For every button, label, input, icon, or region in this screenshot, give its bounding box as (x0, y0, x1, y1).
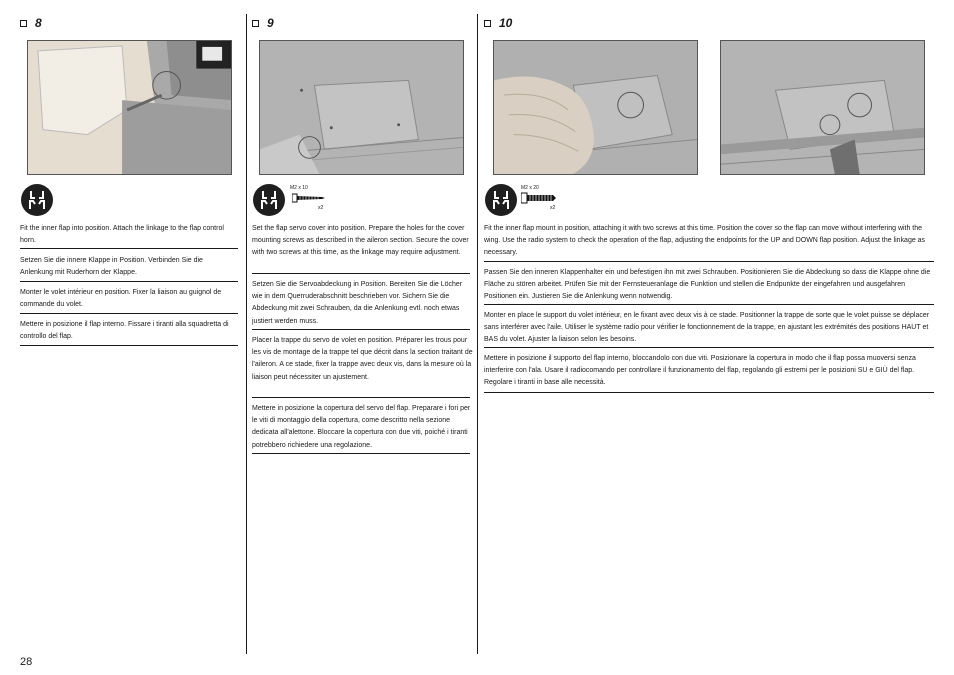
step-8-checkbox[interactable] (20, 20, 27, 27)
step-9-text-it: Mettere in posizione la copertura del servo del flap. Preparare i fori per le viti di montaggio della copertura, come descritto nella sezione dedicata all'alettone. Bloccare la copertura con due viti, poiché i tiranti potrebbero richiedere una regolazione. (252, 403, 471, 449)
step-10-screw-qty: x2 (550, 205, 556, 211)
step-9-rule-1 (252, 273, 470, 274)
step-9-text-fr: Placer la trappe du servo de volet en position. Préparer les trous pour les vis de montage de la trappe tel que décrit dans la section traitant de l'aileron. A ce stade, fixer la trappe avec deux vis, dans la mesure où la liaison peut nécessiter un ajustement. (252, 335, 473, 381)
step-8-text-it: Mettere in posizione il flap interno. Fissare i tiranti alla squadretta di controllo del flap. (20, 319, 229, 341)
step-10-rule-2 (484, 304, 934, 305)
step-9-screw-size: M2 x 10 (290, 185, 308, 191)
step-10-text-en: Fit the inner flap mount in position, attaching it with two screws at this time. Position the cover so the flap can move without interfering with the wing. Use the radio system to check the operation of the flap, adjusting the endpoints for the UP and DOWN flap position. Adjust the linkage as necessary. (484, 223, 926, 257)
step-8-glue-badge-icon (21, 184, 53, 216)
step-8-rule-2 (20, 281, 238, 282)
step-9-rule-2 (252, 329, 470, 330)
step-9-rule-4 (252, 453, 470, 454)
page-number: 28 (20, 656, 33, 668)
step-10-rule-1 (484, 261, 934, 262)
step-9-glue-badge-icon (253, 184, 285, 216)
step-10-screw-icon (521, 192, 557, 204)
step-10-photo-1 (493, 40, 698, 175)
step-8-text-en: Fit the inner flap into position. Attach the linkage to the flap control horn. (20, 223, 224, 245)
step-10-checkbox[interactable] (484, 20, 491, 27)
step-9-screw-qty: x2 (318, 205, 324, 211)
step-10-text-fr: Monter en place le support du volet intérieur, en le fixant avec deux vis à ce stade. Positionner la trappe de sorte que le volet puisse se déplacer sans interférer avec l'aile. Utiliser le système radio pour vérifier le fonctionnement de la trappe, en ajustant les extrémités des positions HAUT et BAS du volet. Ajuster la liaison selon les besoins. (484, 310, 930, 344)
step-9-heading (252, 16, 274, 30)
step-9-photo (259, 40, 464, 175)
step-8-rule-1 (20, 248, 238, 249)
step-9-screw-icon (292, 192, 326, 204)
step-8-text-de: Setzen Sie die innere Klappe in Position. Verbinden Sie die Anlenkung mit Ruderhorn der Klappe. (20, 255, 203, 277)
step-10-glue-badge-icon (485, 184, 517, 216)
step-8-text-fr: Monter le volet intérieur en position. Fixer la liaison au guignol de commande du volet. (20, 287, 222, 309)
step-9-rule-3 (252, 397, 470, 398)
step-8-heading (20, 16, 42, 30)
step-8-photo (27, 40, 232, 175)
step-10-rule-3 (484, 347, 934, 348)
step-10-heading (484, 16, 512, 30)
step-10-text-de: Passen Sie den inneren Klappenhalter ein und befestigen ihn mit zwei Schrauben. Positionieren Sie die Abdeckung so dass die Klappe ohne die Fläche zu stören arbeitet. Prüfen Sie mit der Fernsteueranlage die Funktion und stellen die Endpunkte der eingefahren und ausgefahren Positionen ein. Justieren Sie die Anlenkung wenn notwendig. (484, 267, 931, 301)
step-9-number: 9 (267, 16, 274, 30)
step-9-text-en: Set the flap servo cover into position. Prepare the holes for the cover mounting screws as described in the aileron section. Secure the cover with two screws at this time, as the linkage may require adjustment. (252, 223, 469, 257)
step-10-text-it: Mettere in posizione il supporto del flap interno, bloccandolo con due viti. Posizionare la copertura in modo che il flap possa muoversi senza interferire con l'ala. Usare il radiocomando per controllare il funzionamento del flap, regolando gli estremi per le posizioni SU e GIÙ del flap. Regolare i tiranti in base alle necessità. (484, 353, 916, 387)
step-8-rule-3 (20, 313, 238, 314)
column-divider-2 (477, 14, 478, 654)
step-9-text-de: Setzen Sie die Servoabdeckung in Position. Bereiten Sie die Löcher wie in dem Querruderabschnitt beschrieben vor. Sichern Sie die Abdeckung mit zwei Schrauben, da die Anlenkung evtl. noch etwas justiert werden muss. (252, 279, 463, 325)
column-divider-1 (246, 14, 247, 654)
step-10-rule-4 (484, 392, 934, 393)
step-8-number: 8 (35, 16, 42, 30)
step-10-screw-size: M2 x 20 (521, 185, 539, 191)
step-9-checkbox[interactable] (252, 20, 259, 27)
step-10-number: 10 (499, 16, 513, 30)
step-10-photo-2 (720, 40, 925, 175)
step-8-rule-4 (20, 345, 238, 346)
